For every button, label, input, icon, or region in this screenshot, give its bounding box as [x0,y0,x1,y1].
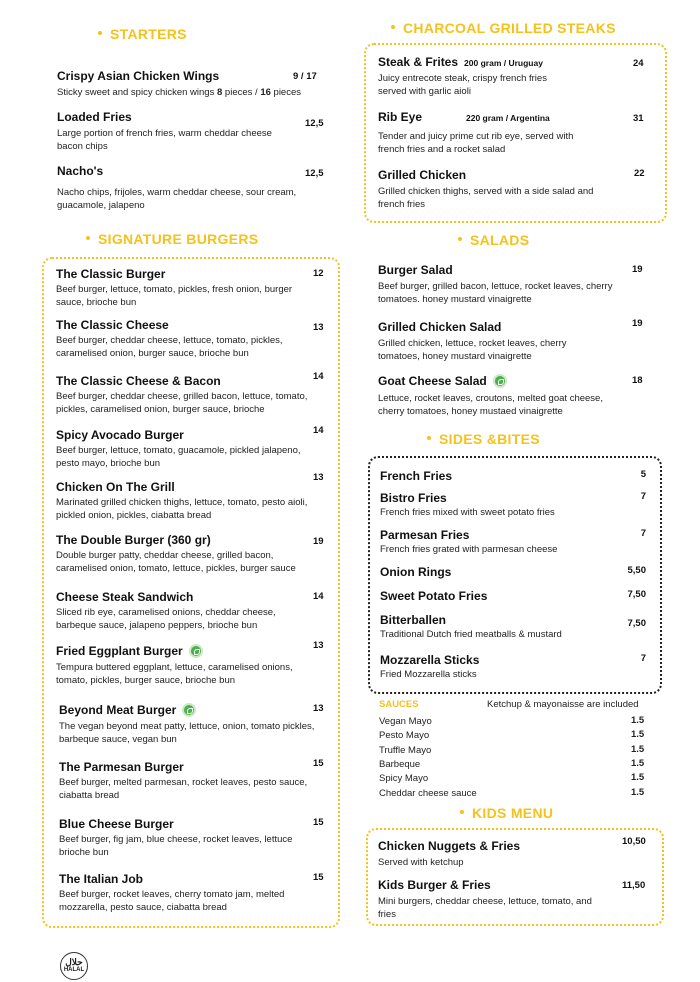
item-price: 14 [313,591,324,602]
starters-title: STARTERS [98,26,187,42]
item-price: 13 [313,703,324,714]
item-price: 19 [632,264,643,275]
sauce-price: 1.5 [631,772,645,784]
menu-item: Onion Rings 5,50 [380,565,646,579]
menu-item: Sweet Potato Fries 7,50 [380,589,646,603]
kids-title: KIDS MENU [460,805,553,821]
steaks-title: CHARCOAL GRILLED STEAKS [391,20,616,36]
sauces-title: SAUCES [379,699,419,710]
sides-title: SIDES &BITES [427,431,540,447]
sauce-price: 1.5 [631,715,645,726]
menu-item: The Double Burger (360 gr) Double burger patty, cheddar cheese, grilled bacon, caramelised onion, tomato, lettuce, pickles, burger sauce 19 [56,533,324,574]
vegan-leaf-icon [189,644,203,658]
item-price: 13 [313,322,324,333]
menu-item: Loaded Fries Large portion of french fries, warm cheddar cheese bacon chips 12,5 [57,110,324,152]
menu-item: Mozzarella Sticks Fried Mozzarella sticks 7 [380,653,646,680]
menu-item: French Fries 5 [380,469,646,483]
sauce-price: 1.5 [631,757,645,769]
item-price: 5 [640,469,646,480]
item-price: 24 [633,58,644,69]
menu-item: Burger Salad Beef burger, grilled bacon, lettuce, rocket leaves, cherry tomatoes. honey mustard vinaigrette 19 [378,263,643,305]
item-price: 12 [313,268,324,279]
menu-item: Parmesan Fries French fries grated with parmesan cheese 7 [380,528,646,555]
menu-item: Crispy Asian Chicken Wings Sticky sweet and spicy chicken wings 8 pieces / 16 pieces 9 / 17 [57,69,327,99]
item-price: 5,50 [627,565,646,576]
sauce-name: Spicy Mayo [379,773,429,785]
menu-item: The Italian Job Beef burger, rocket leaves, cherry tomato jam, melted mozzarella, pesto sauce, ciabatta bread 15 [59,872,324,913]
item-price: 12,5 [305,118,324,129]
item-price: 14 [313,371,324,382]
menu-item: Nacho's Nacho chips, frijoles, warm cheddar cheese, sour cream, guacamole, jalapeno 12,5 [57,164,324,211]
menu-item: Goat Cheese Salad Lettuce, rocket leaves, croutons, melted goat cheese, cherry tomatoes, honey mustaed vinaigrette 18 [378,374,643,417]
sauce-price: 1.5 [631,729,645,741]
item-price: 22 [634,168,645,179]
sauce-price: 1.5 [631,743,645,755]
menu-item: Rib Eye 220 gram / Argentina Tender and juicy prime cut rib eye, served with french fries and a rocket salad 31 [378,110,644,155]
item-price: 15 [313,758,324,769]
item-price: 31 [633,113,644,124]
menu-item: Grilled Chicken Grilled chicken thighs, served with a side salad and french fries 22 [378,168,645,210]
item-description: Sticky sweet and spicy chicken wings 8 pieces / 16 pieces [57,87,301,98]
sauces-note: Ketchup & mayonaisse are included [487,699,639,710]
sauce-name: Cheddar cheese sauce [379,787,477,799]
burgers-title: SIGNATURE BURGERS [86,231,258,247]
item-price: 18 [632,375,643,386]
menu-item: Grilled Chicken Salad Grilled chicken, lettuce, rocket leaves, cherry tomatoes, honey mustard vinaigrette 19 [378,318,643,362]
item-price: 7,50 [627,618,646,629]
vegan-leaf-icon [182,703,196,717]
item-price: 15 [313,872,324,883]
halal-logo: حلال HALAL [60,952,88,980]
item-price: 19 [632,318,643,329]
menu-item: Spicy Avocado Burger Beef burger, lettuce, tomato, guacamole, pickled jalapeno, pesto mayo, brioche bun 14 [56,425,324,469]
menu-item: The Classic Cheese & Bacon Beef burger, cheddar cheese, grilled bacon, lettuce, tomato, pickles, caramelised onion, burger sauce, brioche 14 [56,371,324,415]
menu-item: Chicken Nuggets & Fries Served with ketchup 10,50 [378,836,646,868]
item-price: 13 [313,472,324,483]
menu-item: The Parmesan Burger Beef burger, melted parmesan, rocket leaves, pesto sauce, ciabatta bread 15 [59,758,324,801]
menu-item: Kids Burger & Fries Mini burgers, cheddar cheese, lettuce, tomato, and fries 11,50 [378,878,646,920]
menu-item: Fried Eggplant Burger Tempura buttered eggplant, lettuce, caramelised onions, tomato, pickles, burger sauce, brioche bun 13 [56,640,324,686]
item-price: 12,5 [305,168,324,179]
sauce-name: Barbeque [379,758,421,770]
sauce-price: 1.5 [631,786,645,798]
item-price: 7 [640,528,646,539]
menu-item: Beyond Meat Burger The vegan beyond meat patty, lettuce, onion, tomato pickles, barbeque sauce, vegan bun 13 [59,703,324,745]
item-price: 9 / 17 [293,71,317,82]
salads-title: SALADS [458,232,529,248]
menu-item: Cheese Steak Sandwich Sliced rib eye, caramelised onions, cheddar cheese, barbeque sauce, jalapeno peppers, brioche bun 14 [56,590,324,631]
item-price: 7 [640,491,646,502]
menu-item: The Classic Burger Beef burger, lettuce, tomato, pickles, fresh onion, burger sauce, brioche bun 12 [56,267,324,308]
sauce-name: Pesto Mayo [379,730,430,742]
menu-item: Bistro Fries French fries mixed with sweet potato fries 7 [380,491,646,518]
menu-item: Steak & Frites 200 gram / Uruguay Juicy entrecote steak, crispy french fries served with garlic aioli 24 [378,55,644,97]
item-price: 11,50 [622,880,646,891]
menu-item: Blue Cheese Burger Beef burger, fig jam, blue cheese, rocket leaves, lettuce brioche bun 15 [59,817,324,858]
vegan-leaf-icon [493,374,507,388]
menu-item: The Classic Cheese Beef burger, cheddar cheese, lettuce, tomato, pickles, caramelised onion, burger sauce, brioche bun 13 [56,318,324,359]
item-price: 19 [313,536,324,547]
item-price: 13 [313,640,324,651]
item-price: 15 [313,817,324,828]
item-price: 7,50 [627,589,646,600]
item-price: 7 [640,653,646,664]
menu-item: Chicken On The Grill Marinated grilled chicken thighs, lettuce, tomato, pesto aioli, pickled onion, pickles, ciabatta bread 13 [56,472,324,521]
item-price: 10,50 [622,836,646,847]
sauce-name: Truffle Mayo [379,744,432,756]
item-price: 14 [313,425,324,436]
sauce-name: Vegan Mayo [379,716,432,727]
menu-item: Bitterballen Traditional Dutch fried meatballs & mustard 7,50 [380,613,646,640]
